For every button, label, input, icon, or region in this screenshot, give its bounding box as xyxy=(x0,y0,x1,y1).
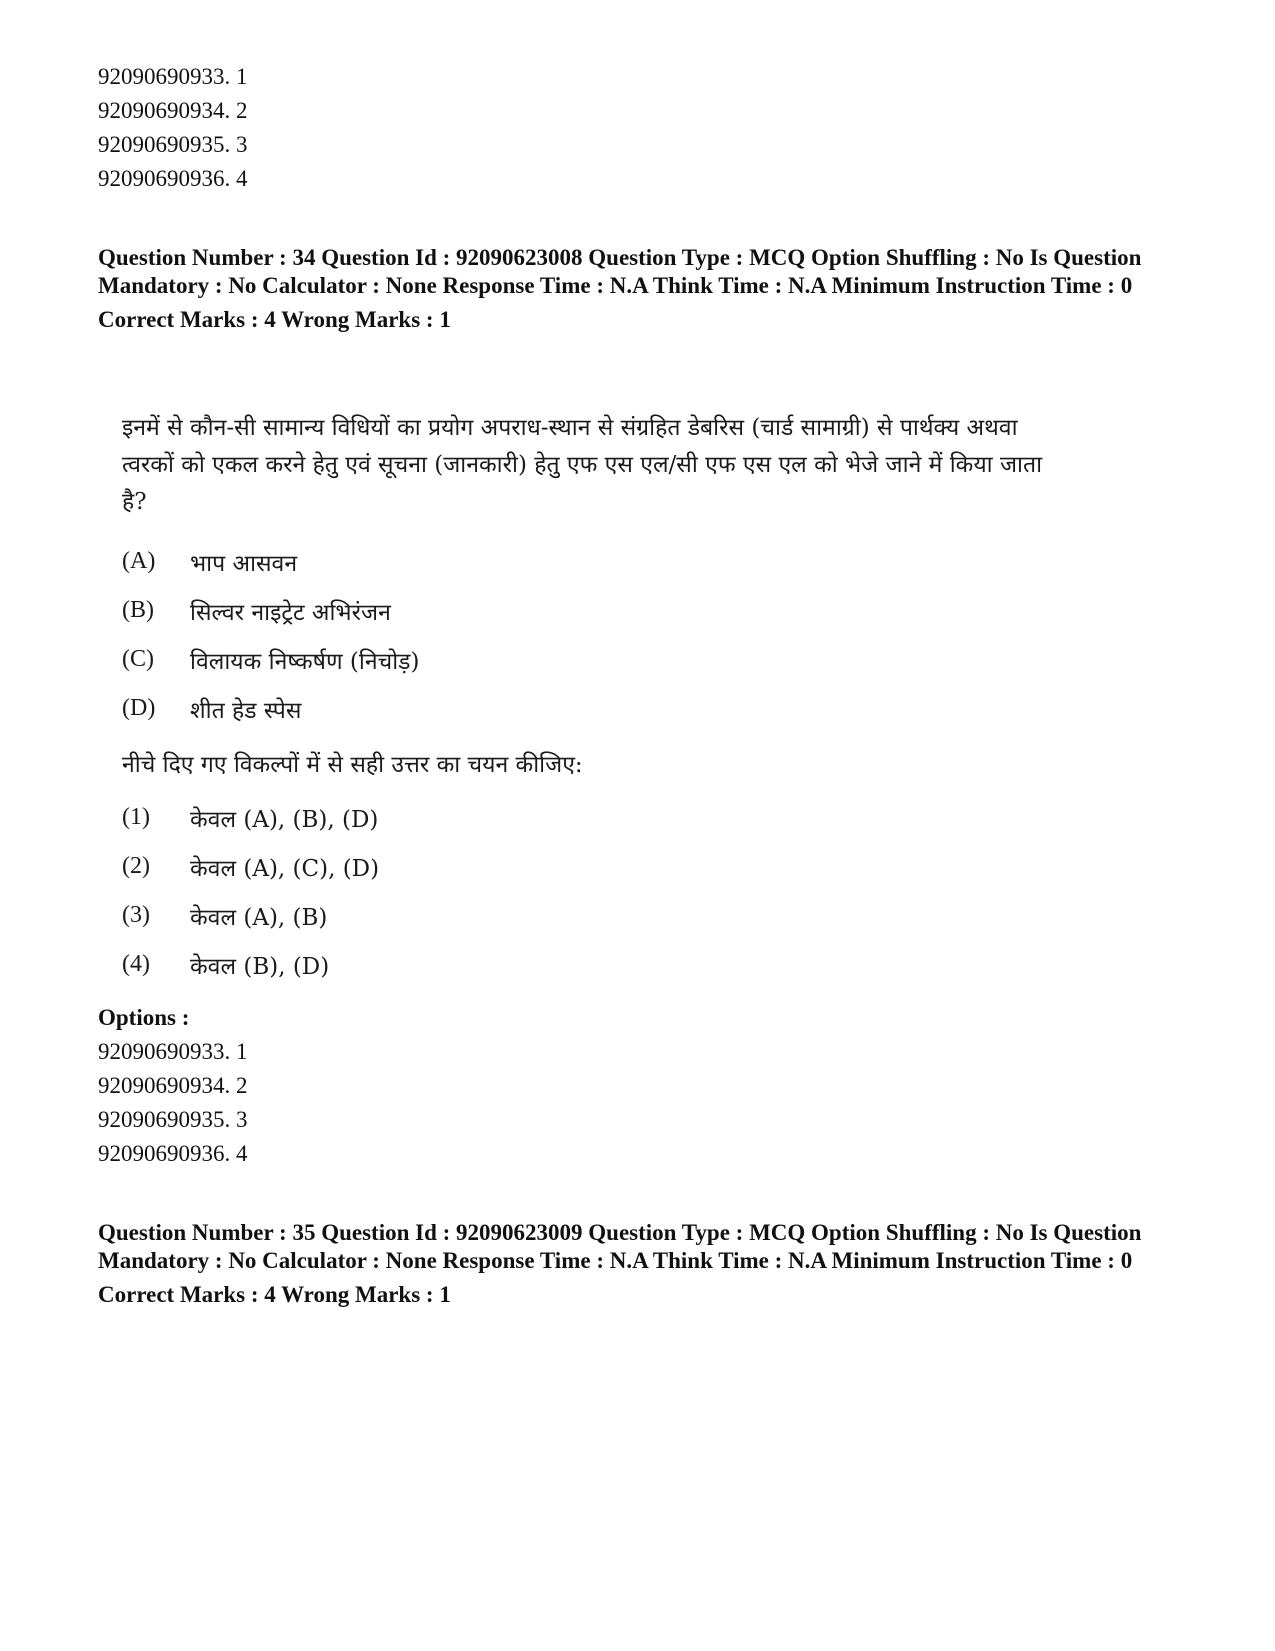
choice-text: केवल (B), (D) xyxy=(190,953,330,980)
question-34-header xyxy=(98,244,1178,334)
question-35-header xyxy=(98,1219,1178,1309)
statement-text: शीत हेड स्पेस xyxy=(190,697,302,724)
statement-text: सिल्वर नाइट्रेट अभिरंजन xyxy=(190,599,391,626)
choice-label: (3) xyxy=(122,902,150,928)
question-marks: Correct Marks : 4 Wrong Marks : 1 xyxy=(98,307,451,332)
previous-question-options xyxy=(98,60,248,196)
option-line: 92090690935. 3 xyxy=(98,1107,248,1132)
choice-label: (2) xyxy=(122,853,150,879)
choice-text: केवल (A), (C), (D) xyxy=(190,855,380,882)
choice-label: (1) xyxy=(122,804,150,830)
choice-label: (4) xyxy=(122,951,150,977)
statement-item xyxy=(122,684,1082,733)
question-marks: Correct Marks : 4 Wrong Marks : 1 xyxy=(98,1282,451,1307)
statement-label: (A) xyxy=(122,548,156,574)
choice-item xyxy=(122,891,1082,940)
statement-list xyxy=(122,537,1082,733)
statement-label: (C) xyxy=(122,646,154,672)
choice-list xyxy=(122,793,1082,989)
option-line: 92090690933. 1 xyxy=(98,1039,248,1064)
choice-item xyxy=(122,940,1082,989)
choice-item xyxy=(122,793,1082,842)
statement-text: भाप आसवन xyxy=(190,550,298,577)
question-meta: Question Number : 35 Question Id : 92090623009 Question Type : MCQ Option Shuffling : No Is Question Mandatory : No Calculator : None Response Time : N.A Think Time : N.A Minimum Instruction Time : 0 xyxy=(98,1220,1142,1273)
option-line: 92090690936. 4 xyxy=(98,166,248,191)
question-text: इनमें से कौन-सी सामान्य विधियों का प्रयोग अपराध-स्थान से संग्रहित डेबरिस (चार्ड सामाग्री) से पार्थक्य अथवा त्वरकों को एकल करने हेतु एवं सूचना (जानकारी) हेतु एफ एस एल/सी एफ एस एल को भेजे जाने में किया जाता है? xyxy=(122,415,1043,515)
choice-item xyxy=(122,842,1082,891)
question-meta: Question Number : 34 Question Id : 92090623008 Question Type : MCQ Option Shuffling : No Is Question Mandatory : No Calculator : None Response Time : N.A Think Time : N.A Minimum Instruction Time : 0 xyxy=(98,245,1142,298)
answer-instruction: नीचे दिए गए विकल्पों में से सही उत्तर का चयन कीजिए: xyxy=(122,752,583,778)
statement-text: विलायक निष्कर्षण (निचोड़) xyxy=(190,648,420,675)
options-title: Options : xyxy=(98,1005,190,1030)
option-line: 92090690933. 1 xyxy=(98,64,248,89)
statement-item xyxy=(122,537,1082,586)
statement-item xyxy=(122,635,1082,684)
choice-text: केवल (A), (B) xyxy=(190,904,328,931)
option-line: 92090690934. 2 xyxy=(98,1073,248,1098)
choice-text: केवल (A), (B), (D) xyxy=(190,806,379,833)
option-line: 92090690936. 4 xyxy=(98,1141,248,1166)
statement-item xyxy=(122,586,1082,635)
question-34-body xyxy=(122,410,1082,989)
statement-label: (D) xyxy=(122,695,156,721)
question-34-options xyxy=(98,1001,248,1171)
option-line: 92090690934. 2 xyxy=(98,98,248,123)
statement-label: (B) xyxy=(122,597,154,623)
option-line: 92090690935. 3 xyxy=(98,132,248,157)
